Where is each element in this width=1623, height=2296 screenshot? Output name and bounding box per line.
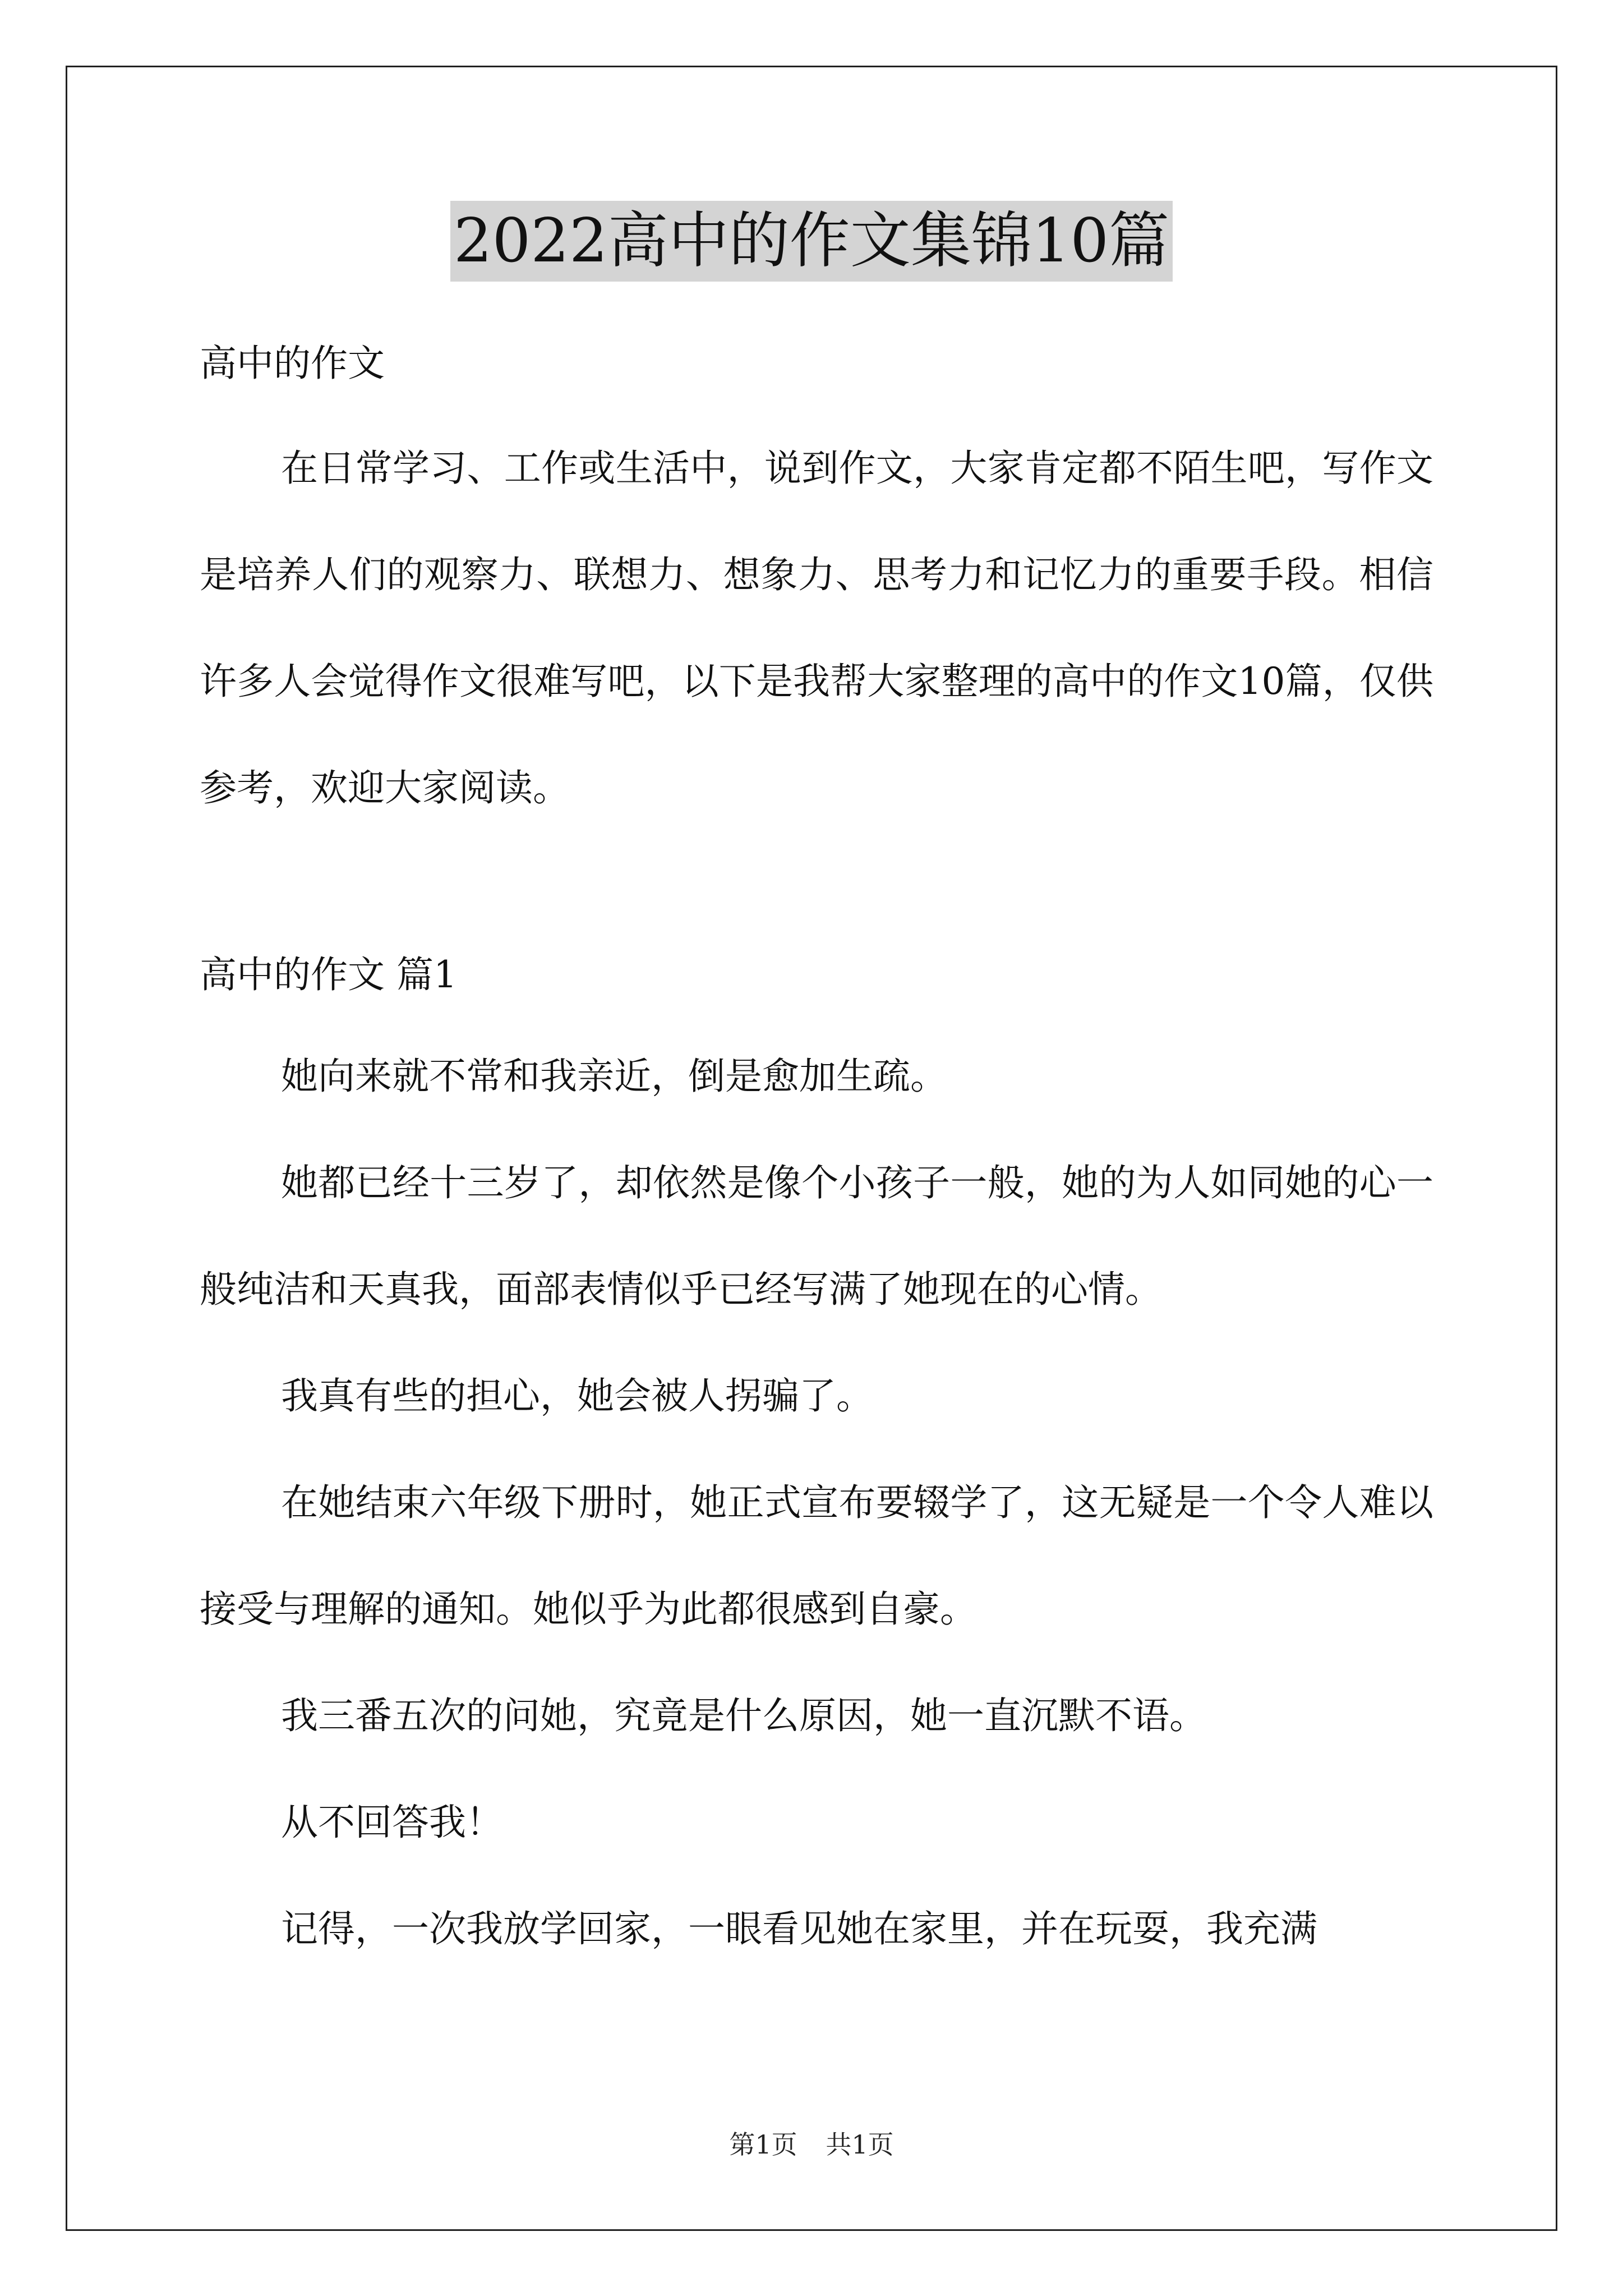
body-paragraph: 我真有些的担心，她会被人拐骗了。 (281, 1374, 873, 1418)
page-footer (0, 2128, 1623, 2161)
body-paragraph: 记得，一次我放学回家，一眼看见她在家里，并在玩耍，我充满 (281, 1907, 1317, 1950)
body-paragraph: 在她结束六年级下册时，她正式宣布要辍学了，这无疑是一个令人难以接受与理解的通知。她似乎为此都很感到自豪。 (200, 1481, 1433, 1631)
body-paragraph: 我三番五次的问她，究竟是什么原因，她一直沉默不语。 (281, 1694, 1206, 1737)
document-title: 2022高中的作文集锦10篇 (450, 201, 1173, 282)
page-number-current: 第1页 (729, 2129, 797, 2160)
body-paragraph: 她都已经十三岁了，却依然是像个小孩子一般，她的为人如同她的心一般纯洁和天真我，面部表情似乎已经写满了她现在的心情。 (200, 1161, 1433, 1311)
body-paragraph: 从不回答我！ (281, 1801, 503, 1844)
section-heading: 高中的作文 篇1 (200, 953, 457, 996)
intro-paragraph: 在日常学习、工作或生活中，说到作文，大家肯定都不陌生吧，写作文是培养人们的观察力、联想力、想象力、思考力和记忆力的重要手段。相信许多人会觉得作文很难写吧，以下是我帮大家整理的高中的作文10篇，仅供参考，欢迎大家阅读。 (200, 447, 1433, 809)
intro-heading: 高中的作文 (200, 342, 385, 385)
body-paragraph: 她向来就不常和我亲近，倒是愈加生疏。 (281, 1055, 947, 1098)
page-number-total: 共1页 (826, 2129, 894, 2160)
title-container (0, 201, 1623, 282)
document-body (200, 337, 1433, 1982)
